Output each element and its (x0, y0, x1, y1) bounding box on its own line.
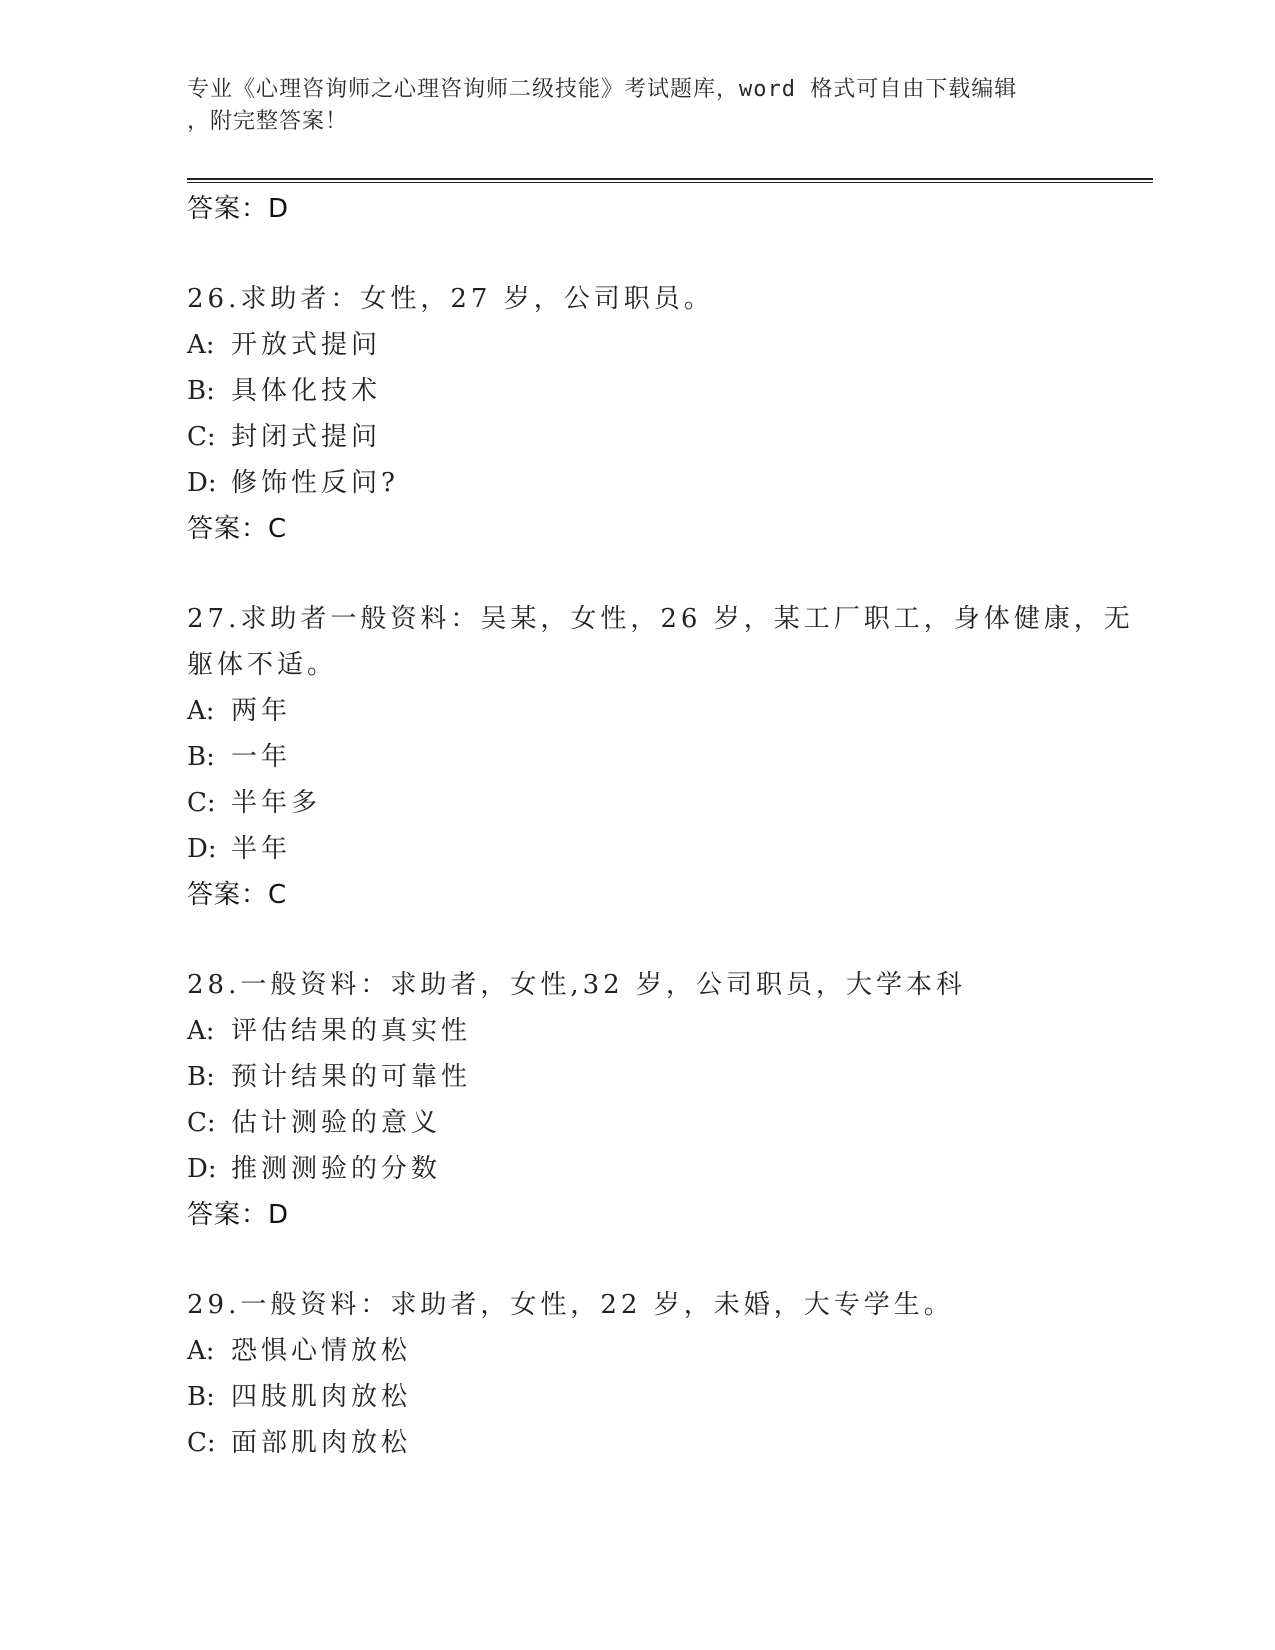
question-stem: 28.一般资料：求助者，女性,32 岁，公司职员，大学本科 (187, 970, 966, 1000)
option-text: 两年 (231, 696, 292, 726)
question-28 (187, 962, 1087, 1238)
option-b (187, 368, 1087, 414)
option-letter: B: (187, 1382, 215, 1412)
option-letter: B: (187, 376, 215, 406)
option-text: 开放式提问 (231, 330, 382, 360)
option-d (187, 460, 1087, 506)
option-letter: B: (187, 742, 215, 772)
option-letter: C: (187, 422, 216, 452)
question-stem: 29.一般资料：求助者，女性，22 岁，未婚，大专学生。 (187, 1290, 954, 1320)
option-letter: A: (187, 1336, 215, 1366)
question-stem-continued: 躯体不适。 (187, 650, 338, 680)
question-stem: 27.求助者一般资料：吴某，女性，26 岁，某工厂职工，身体健康，无 (187, 604, 1134, 634)
option-text: 评估结果的真实性 (231, 1016, 472, 1046)
option-d (187, 826, 1087, 872)
option-c (187, 414, 1087, 460)
option-text: 恐惧心情放松 (231, 1336, 412, 1366)
option-letter: A: (187, 330, 215, 360)
option-c (187, 1100, 1087, 1146)
option-text: 封闭式提问 (231, 422, 382, 452)
option-letter: B: (187, 1062, 215, 1092)
option-b (187, 1054, 1087, 1100)
option-b (187, 734, 1087, 780)
header-line-1: 专业《心理咨询师之心理咨询师二级技能》考试题库，word 格式可自由下载编辑 (187, 77, 1018, 102)
previous-answer: 答案：D (187, 194, 290, 224)
option-text: 半年 (231, 834, 292, 864)
header-divider (187, 178, 1153, 183)
answer-line: 答案：C (187, 880, 288, 910)
answer-line: 答案：D (187, 1200, 290, 1230)
header-line-2: ，附完整答案！ (187, 109, 349, 134)
option-c (187, 780, 1087, 826)
option-d (187, 1146, 1087, 1192)
option-text: 预计结果的可靠性 (231, 1062, 472, 1092)
option-text: 一年 (231, 742, 292, 772)
question-stem: 26.求助者：女性，27 岁，公司职员。 (187, 284, 714, 314)
option-a (187, 688, 1087, 734)
option-letter: C: (187, 788, 216, 818)
option-text: 四肢肌肉放松 (231, 1382, 412, 1412)
option-letter: A: (187, 1016, 215, 1046)
option-text: 修饰性反问? (231, 468, 399, 498)
document-header (187, 74, 1087, 138)
question-29 (187, 1282, 1087, 1466)
question-list (187, 186, 1134, 1466)
option-text: 推测测验的分数 (231, 1154, 442, 1184)
option-letter: D: (187, 834, 217, 864)
question-27 (187, 596, 1134, 918)
option-letter: D: (187, 468, 217, 498)
option-b (187, 1374, 1087, 1420)
option-text: 具体化技术 (231, 376, 382, 406)
answer-line: 答案：C (187, 514, 288, 544)
question-26 (187, 276, 1087, 552)
option-text: 半年多 (231, 788, 322, 818)
option-letter: C: (187, 1108, 216, 1138)
option-letter: C: (187, 1428, 216, 1458)
option-text: 估计测验的意义 (231, 1108, 442, 1138)
option-c (187, 1420, 1087, 1466)
option-letter: D: (187, 1154, 217, 1184)
option-a (187, 322, 1087, 368)
option-a (187, 1328, 1087, 1374)
option-a (187, 1008, 1087, 1054)
option-text: 面部肌肉放松 (231, 1428, 412, 1458)
option-letter: A: (187, 696, 215, 726)
